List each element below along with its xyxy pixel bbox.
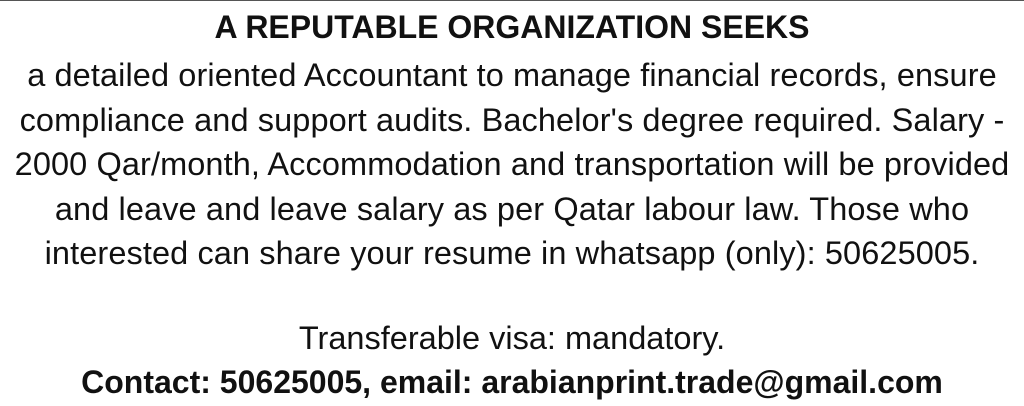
ad-headline: A REPUTABLE ORGANIZATION SEEKS <box>214 9 810 45</box>
contact-info: Contact: 50625005, email: arabianprint.trade@gmail.com <box>81 364 943 400</box>
ad-body-text: a detailed oriented Accountant to manage financial records, ensure compliance and support audits. Bachelor's degree required. Salary - 2000 Qar/month, Accommodation and transportation will be provided and leave and leave salary as per Qatar labour law. Those who interested can share your resume in whatsapp (only): 50625005. <box>14 57 1010 272</box>
visa-requirement: Transferable visa: mandatory. <box>298 320 726 356</box>
